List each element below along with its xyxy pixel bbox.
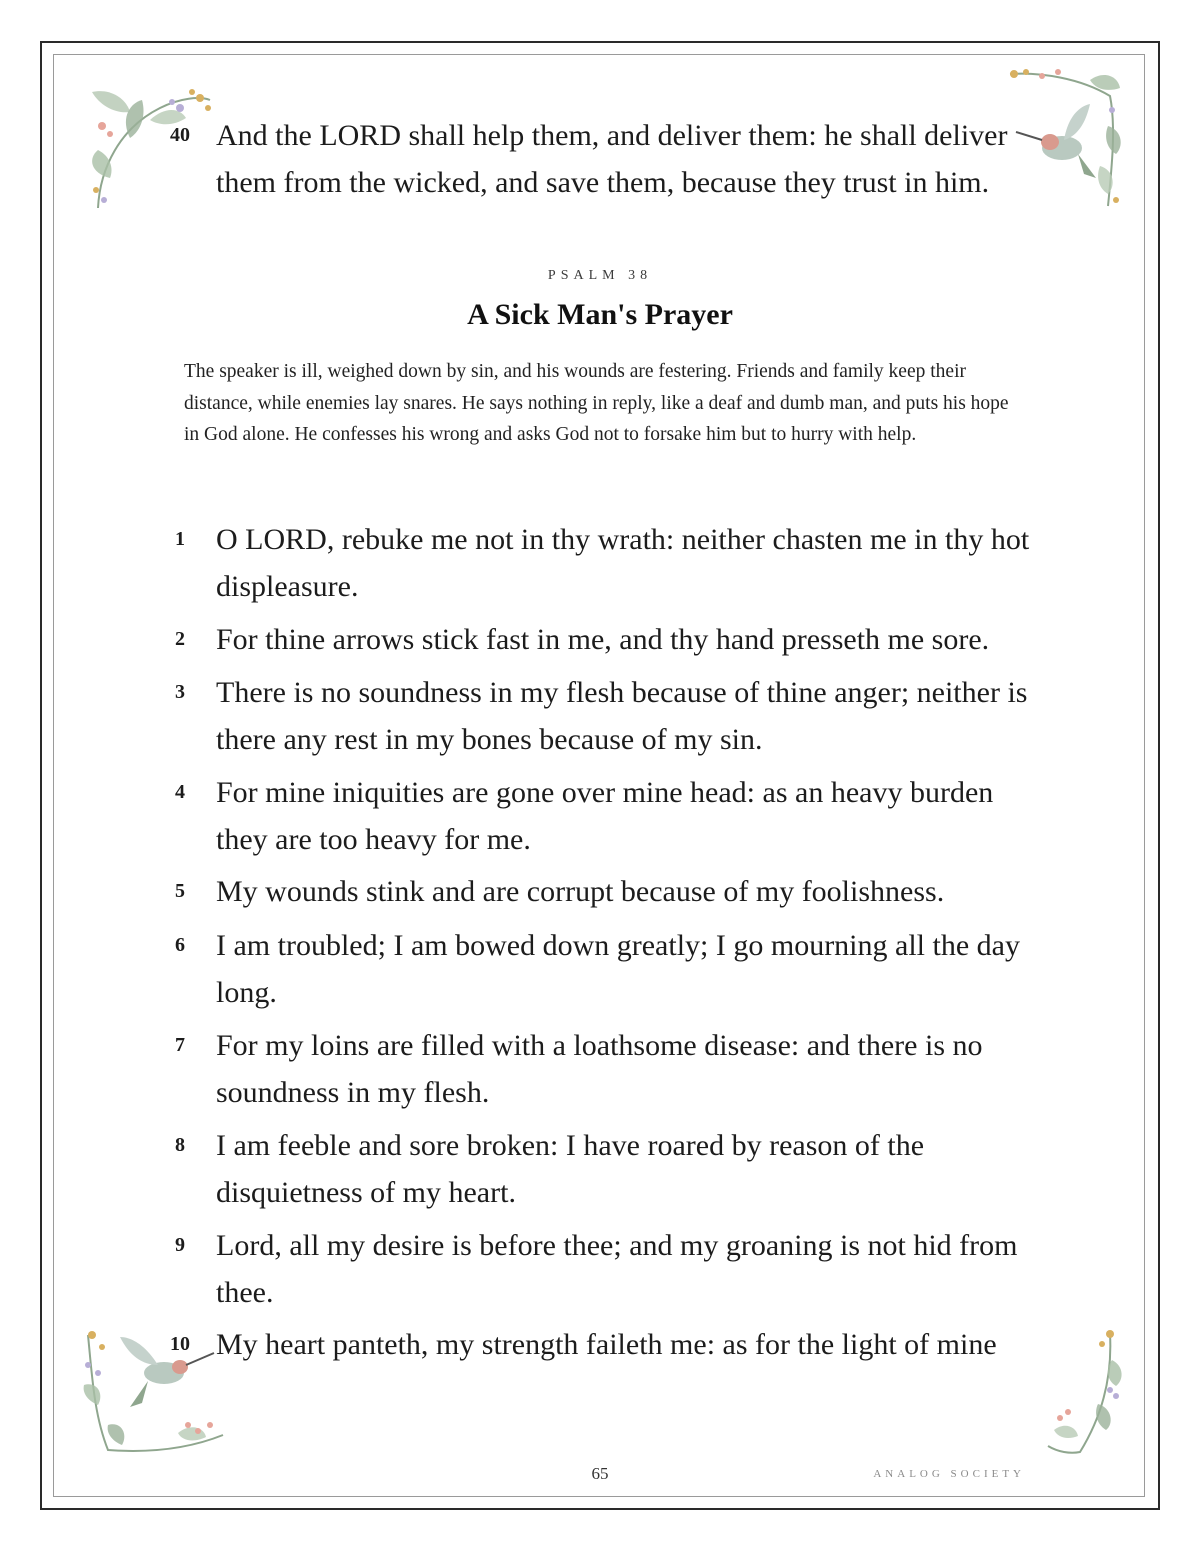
verse-text: O LORD, rebuke me not in thy wrath: neither chasten me in thy hot displeasure. [216, 523, 1030, 603]
page-number: 65 [591, 1464, 609, 1483]
verse-text: For thine arrows stick fast in me, and thy hand presseth me sore. [216, 623, 990, 656]
verse-number: 6 [175, 934, 185, 956]
verse-number: 10 [170, 1333, 190, 1355]
verse-number: 8 [175, 1134, 185, 1156]
verse-text: Lord, all my desire is before thee; and my groaning is not hid from thee. [216, 1229, 1018, 1309]
hummingbird-floral-icon [78, 1325, 228, 1460]
floral-sprig-icon [1040, 1330, 1125, 1460]
verse-number: 40 [170, 124, 190, 146]
psalm-title: A Sick Man's Prayer [467, 298, 733, 331]
verse-text: My wounds stink and are corrupt because of my foolishness. [216, 875, 945, 908]
verse-text: And the LORD shall help them, and deliver them: he shall deliver them from the wicked, and save them, because they trust in him. [216, 119, 1008, 199]
verse-number: 2 [175, 628, 185, 650]
verse-number: 7 [175, 1034, 185, 1056]
verse-number: 9 [175, 1234, 185, 1256]
brand-name: ANALOG SOCIETY [873, 1468, 1025, 1480]
verse-number: 1 [175, 528, 185, 550]
verse-text: For my loins are filled with a loathsome disease: and there is no soundness in my flesh. [216, 1029, 983, 1109]
verse-number: 3 [175, 681, 185, 703]
verse-number: 5 [175, 880, 185, 902]
verse-number: 4 [175, 781, 185, 803]
verse-text: I am feeble and sore broken: I have roared by reason of the disquietness of my heart. [216, 1129, 925, 1209]
psalm-kicker: PSALM 38 [547, 268, 653, 283]
verse-text: There is no soundness in my flesh because of thine anger; neither is there any rest in my bones because of my sin. [216, 676, 1028, 756]
verse-text: I am troubled; I am bowed down greatly; I go mourning all the day long. [216, 929, 1020, 1009]
verse-text: My heart panteth, my strength faileth me: as for the light of mine [216, 1328, 997, 1361]
verse-text: For mine iniquities are gone over mine head: as an heavy burden they are too heavy for me. [216, 776, 994, 856]
psalm-intro: The speaker is ill, weighed down by sin, and his wounds are festering. Friends and family keep their distance, while enemies lay snares. He says nothing in reply, like a deaf and dumb man, and puts his hope in God alone. He confesses his wrong and asks God not to forsake him but to hurry with help. [184, 361, 1009, 445]
